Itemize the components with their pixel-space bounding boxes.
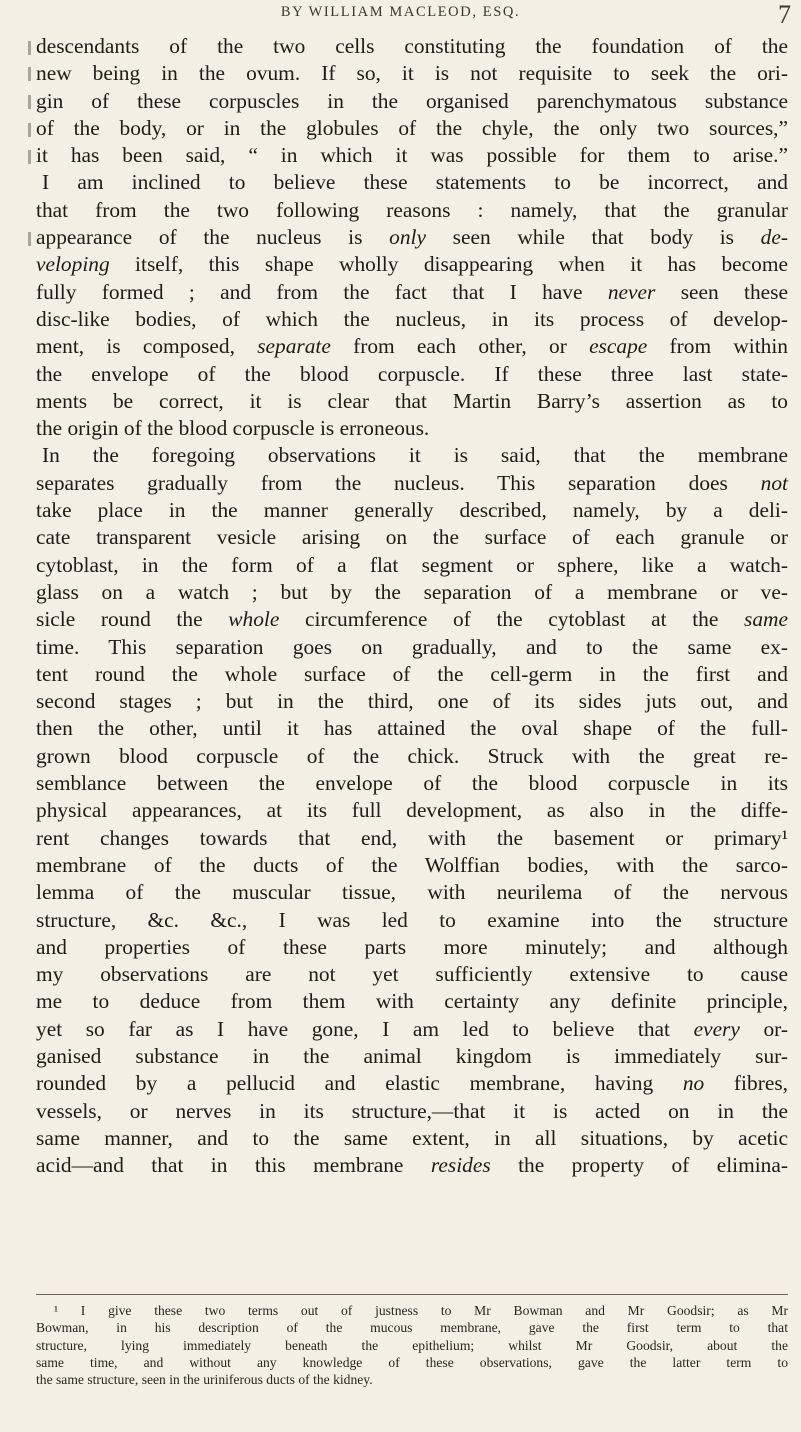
emphasis: de-: [760, 225, 788, 250]
emphasis: same: [744, 607, 788, 632]
text-line: time. This separation goes on gradually, and to the same ex-: [36, 634, 788, 659]
text-line: yet so far as I have gone, I am led to believe that every or-: [36, 1016, 788, 1041]
margin-mark: [28, 41, 31, 55]
text-line: I am inclined to believe these statements to be incorrect, and: [42, 170, 788, 195]
margin-mark: [28, 67, 31, 81]
emphasis: escape: [589, 334, 648, 359]
page-number: 7: [778, 0, 791, 29]
emphasis: only: [389, 225, 426, 250]
text-line: sicle round the whole circumference of the cytoblast at the same: [36, 607, 788, 632]
running-title: BY WILLIAM MACLEOD, ESQ.: [280, 4, 521, 20]
binding-margin-marks: [22, 35, 36, 335]
text-line: vessels, or nerves in its structure,—that it is acted on in the: [36, 1098, 788, 1123]
text-line: the origin of the blood corpuscle is erroneous.: [36, 416, 430, 441]
text-line: disc-like bodies, of which the nucleus, in its process of develop-: [36, 306, 788, 331]
emphasis: resides: [430, 1153, 491, 1178]
text-line: ments be correct, it is clear that Martin Barry’s assertion as to: [36, 388, 788, 413]
footnote-line: ¹ I give these two terms out of justness to Mr Bowman and Mr Goodsir; as Mr: [54, 1303, 788, 1318]
footnote-line: the same structure, seen in the uriniferous ducts of the kidney.: [36, 1372, 373, 1388]
text-line: veloping itself, this shape wholly disappearing when it has become: [36, 252, 788, 277]
text-line: my observations are not yet sufficiently extensive to cause: [36, 962, 788, 987]
text-line: and properties of these parts more minutely; and although: [36, 934, 788, 959]
emphasis: whole: [228, 607, 280, 632]
text-line: physical appearances, at its full development, as also in the diffe-: [36, 798, 788, 823]
text-line: separates gradually from the nucleus. This separation does not: [36, 470, 788, 495]
text-line: tent round the whole surface of the cell-germ in the first and: [36, 661, 788, 686]
text-line: appearance of the nucleus is only seen while that body is de-: [36, 225, 788, 250]
emphasis: not: [760, 470, 788, 495]
text-line: the envelope of the blood corpuscle. If these three last state-: [36, 361, 788, 386]
text-line: second stages ; but in the third, one of its sides juts out, and: [36, 689, 788, 714]
body-text: [36, 33, 788, 1179]
text-line: it has been said, “ in which it was possible for them to arise.”: [36, 143, 788, 168]
text-line: gin of these corpuscles in the organised parenchymatous substance: [36, 88, 788, 113]
text-line: cytoblast, in the form of a flat segment or sphere, like a watch-: [36, 552, 788, 577]
text-line: rounded by a pellucid and elastic membrane, having no fibres,: [36, 1071, 788, 1096]
text-line: new being in the ovum. If so, it is not requisite to seek the ori-: [36, 61, 788, 86]
emphasis: every: [693, 1016, 740, 1041]
text-line: membrane of the ducts of the Wolffian bodies, with the sarco-: [36, 852, 788, 877]
margin-mark: [28, 95, 31, 109]
emphasis: veloping: [36, 252, 110, 277]
footnote-line: same time, and without any knowledge of these observations, gave the latter term to: [36, 1354, 788, 1370]
text-line: then the other, until it has attained the oval shape of the full-: [36, 716, 788, 741]
text-line: that from the two following reasons : namely, that the granular: [36, 197, 788, 222]
margin-mark: [28, 150, 31, 164]
text-line: descendants of the two cells constituting the foundation of the: [36, 34, 788, 58]
emphasis: separate: [257, 334, 331, 359]
text-line: glass on a watch ; but by the separation of a membrane or ve-: [36, 579, 788, 604]
text-line: ganised substance in the animal kingdom is immediately sur-: [36, 1043, 788, 1068]
emphasis: no: [682, 1071, 705, 1096]
text-line: structure, &c. &c., I was led to examine into the structure: [36, 907, 788, 932]
text-line: cate transparent vesicle arising on the surface of each granule or: [36, 525, 788, 550]
text-line: ment, is composed, separate from each other, or escape from within: [36, 334, 788, 359]
text-line: of the body, or in the globules of the chyle, the only two sources,”: [36, 115, 788, 140]
text-line: take place in the manner generally described, namely, by a deli-: [36, 498, 788, 523]
text-line: fully formed ; and from the fact that I have never seen these: [36, 279, 788, 304]
footnote: [36, 1302, 788, 1388]
text-line: acid—and that in this membrane resides the property of elimina-: [36, 1153, 788, 1178]
emphasis: never: [607, 279, 656, 304]
text-line: In the foregoing observations it is said, that the membrane: [42, 443, 788, 468]
footnote-line: structure, lying immediately beneath the epithelium; whilst Mr Goodsir, about the: [36, 1337, 788, 1353]
footnote-line: Bowman, in his description of the mucous membrane, gave the first term to that: [36, 1320, 788, 1336]
text-line: grown blood corpuscle of the chick. Struck with the great re-: [36, 743, 788, 768]
margin-mark: [28, 123, 31, 137]
text-line: lemma of the muscular tissue, with neurilema of the nervous: [36, 880, 788, 905]
text-line: me to deduce from them with certainty any definite principle,: [36, 989, 788, 1014]
text-line: rent changes towards that end, with the basement or primary¹: [36, 825, 788, 850]
text-line: semblance between the envelope of the blood corpuscle in its: [36, 771, 788, 796]
margin-mark: [28, 232, 31, 246]
running-head: [0, 2, 801, 28]
footnote-divider: [36, 1294, 788, 1295]
text-line: same manner, and to the same extent, in all situations, by acetic: [36, 1125, 788, 1150]
